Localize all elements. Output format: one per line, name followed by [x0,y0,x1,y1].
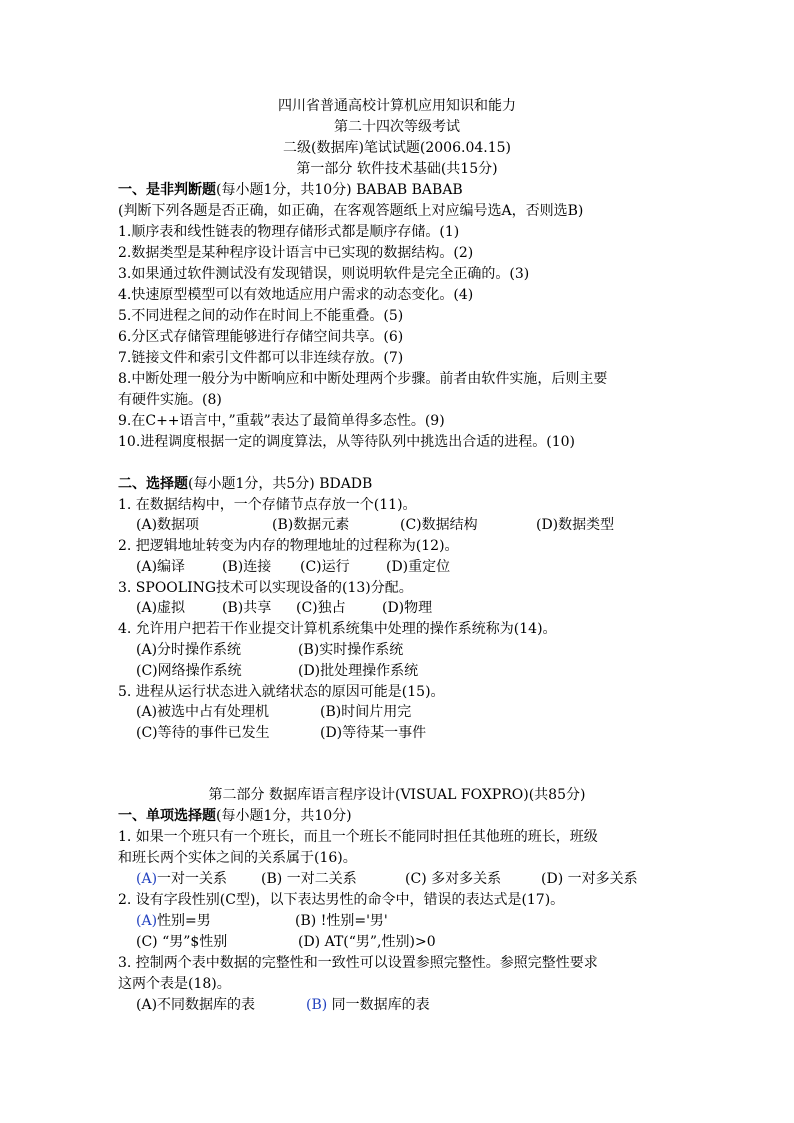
option-b-label: (B) [306,997,328,1013]
option-b: (B)共享 [222,600,272,616]
tf-item-continued: 有硬件实施。(8) [118,392,222,408]
option-a-label: (A) [136,913,158,929]
part1-heading: 第一部分 软件技术基础(共15分) [296,161,498,177]
choice-question: 4. 允许用户把若干作业提交计算机系统集中处理的操作系统称为(14)。 [118,621,557,637]
option-a: (A)编译 [136,559,186,575]
option-a: (A)分时操作系统 [136,642,242,658]
tf-item: 3.如果通过软件测试没有发现错误，则说明软件是完全正确的。(3) [118,266,530,282]
option-c: (C) 多对多关系 [405,871,502,887]
choice-options [136,932,436,952]
option-b: (B)连接 [222,559,272,575]
tf-item: 1.顺序表和线性链表的物理存储形式都是顺序存储。(1) [118,224,460,240]
choice-question: 2. 设有字段性别(C型)，以下表达男性的命令中，错误的表达式是(17)。 [118,892,565,908]
choice-options [136,515,614,535]
option-d: (D)等待某一事件 [320,725,427,741]
option-c: (C)运行 [300,559,350,575]
choice-options [136,869,638,889]
option-d: (D) AT(“男”,性别)>0 [298,934,436,950]
option-d: (D)物理 [382,600,433,616]
choice-options [136,723,426,743]
choice-question: 2. 把逻辑地址转变为内存的物理地址的过程称为(12)。 [118,538,459,554]
choice-question: 3. SPOOLING技术可以实现设备的(13)分配。 [118,580,413,596]
tf-item: 10.进程调度根据一定的调度算法，从等待队列中挑选出合适的进程。(10) [118,434,576,450]
option-b-text: 同一数据库的表 [327,997,430,1013]
single-choice-heading [118,806,352,826]
choice-question: 5. 进程从运行状态进入就绪状态的原因可能是(15)。 [118,684,445,700]
tf-item: 5.不同进程之间的动作在时间上不能重叠。(5) [118,308,404,324]
choice-section-heading [118,474,372,494]
option-b: (B)时间片用完 [320,704,412,720]
option-a: (A)虚拟 [136,600,186,616]
part2-heading: 第二部分 数据库语言程序设计(VISUAL FOXPRO)(共85分) [208,787,586,803]
option-b: (B)数据元素 [272,517,350,533]
single-choice-title: 一、单项选择题 [118,808,216,824]
option-b: (B) 一对二关系 [261,871,357,887]
exam-title-line1: 四川省普通高校计算机应用知识和能力 [278,98,516,114]
single-choice-info: (每小题1分，共10分) [216,808,352,824]
choice-question: 3. 控制两个表中数据的完整性和一致性可以设置参照完整性。参照完整性要求 [118,955,598,971]
option-b: (B)实时操作系统 [298,642,404,658]
tf-section-title: 一、是非判断题 [118,182,216,198]
choice-options [136,557,450,577]
tf-item: 6.分区式存储管理能够进行存储空间共享。(6) [118,329,404,345]
tf-item: 4.快速原型模型可以有效地适应用户需求的动态变化。(4) [118,287,474,303]
choice-options [136,911,388,931]
tf-item: 8.中断处理一般分为中断响应和中断处理两个步骤。前者由软件实施，后则主要 [118,371,608,387]
choice-section-info: (每小题1分，共5分) BDADB [188,476,373,492]
tf-item: 7.链接文件和索引文件都可以非连续存放。(7) [118,350,404,366]
option-d: (D)重定位 [386,559,451,575]
choice-options [136,702,411,722]
option-a-text: 一对一关系 [157,871,228,887]
choice-question: 1. 在数据结构中，一个存储节点存放一个(11)。 [118,497,417,513]
choice-question-continued: 和班长两个实体之间的关系属于(16)。 [118,850,357,866]
option-a-text: 性别=男 [157,913,211,929]
choice-question-continued: 这两个表是(18)。 [118,976,231,992]
option-b: (B) !性别='男' [295,913,388,929]
tf-item: 9.在C++语言中，”重载”表达了最简单得多态性。(9) [118,413,445,429]
choice-options [136,640,403,660]
choice-section-title: 二、选择题 [118,476,188,492]
tf-section-note: (判断下列各题是否正确，如正确，在客观答题纸上对应编号选A，否则选B) [118,203,584,219]
option-d: (D) 一对多关系 [541,871,638,887]
option-a-label: (A) [136,871,158,887]
choice-question: 1. 如果一个班只有一个班长，而且一个班长不能同时担任其他班的班长，班级 [118,829,598,845]
tf-section-info: (每小题1分，共10分) BABAB BABAB [216,182,463,198]
tf-item: 2.数据类型是某种程序设计语言中已实现的数据结构。(2) [118,245,474,261]
option-c: (C)独占 [296,600,346,616]
choice-options [136,598,432,618]
option-c: (C) “男”$性别 [136,934,228,950]
exam-title-line3: 二级(数据库)笔试试题(2006.04.15) [282,140,511,156]
option-a: (A)数据项 [136,517,200,533]
option-c: (C)网络操作系统 [136,663,242,679]
option-c: (C)数据结构 [400,517,478,533]
option-d: (D)数据类型 [536,517,615,533]
exam-title-line2: 第二十四次等级考试 [334,119,460,135]
option-a: (A)不同数据库的表 [136,997,256,1013]
choice-options [136,661,418,681]
option-d: (D)批处理操作系统 [298,663,419,679]
tf-section-heading [118,180,463,200]
option-a: (A)被选中占有处理机 [136,704,270,720]
option-c: (C)等待的事件已发生 [136,725,270,741]
choice-options [136,995,430,1015]
